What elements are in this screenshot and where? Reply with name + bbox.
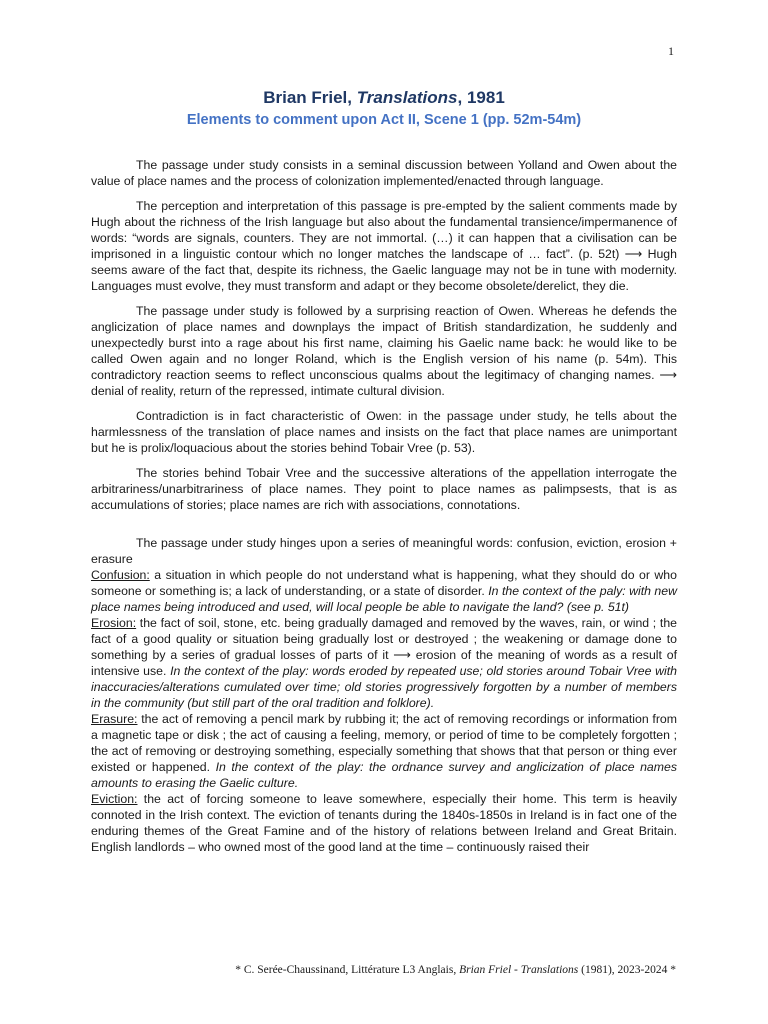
title-year: , 1981 — [457, 88, 505, 107]
footer-prefix: * C. Serée-Chaussinand, Littérature L3 Anglais, — [235, 964, 460, 976]
definition-erosion — [91, 615, 677, 711]
title-prefix: Brian Friel, — [263, 88, 357, 107]
footer-suffix: (1981), 2023-2024 * — [578, 964, 676, 976]
title-work: Translations — [356, 88, 458, 107]
term-erasure: Erasure: — [91, 712, 138, 726]
definition-context: In the context of the play: the ordnance survey and anglicization of place names amounts to erasing the Gaelic culture. — [91, 760, 678, 790]
term-confusion: Confusion: — [91, 568, 150, 582]
definition-text: a situation in which people do not understand what is happening, what they should do or who someone or something is; a lack of understanding, or a state of disorder. — [91, 568, 677, 598]
page-number: 1 — [668, 44, 674, 58]
definition-erasure — [91, 711, 677, 791]
paragraph-contradiction: Contradiction is in fact characteristic of Owen: in the passage under study, he tells about the harmlessness of the translation of place names and insists on the fact that place names are unimportant but he is prolix/loquacious about the stories behind Tobair Vree (p. 53). — [91, 409, 677, 455]
definition-eviction — [91, 791, 677, 855]
document-title — [0, 88, 768, 108]
definition-context: In the context of the play: words eroded by repeated use; old stories around Tobair Vree with inaccuracies/alterations cumulated over time; old stories progressively forgotten by a number of members in the community (but still part of the oral tradition and folklore). — [91, 664, 678, 710]
definition-text: the act of removing a pencil mark by rubbing it; the act of removing recordings or information from a magnetic tape or disk ; the act of causing a feeling, memory, or period of time to be completely forgotten ; the act of removing or destroying something, especially something that shows that that person or thing ever existed or happened. — [91, 712, 677, 774]
paragraph-hugh: The perception and interpretation of this passage is pre-empted by the salient comments made by Hugh about the richness of the Irish language but also about the fundamental transience/impermanence of words: “words are signals, counters. They are not immortal. (…) it can happen that a civilisation can be imprisoned in a linguistic contour which no longer matches the landscape of … fact”. (p. 52t) ⟶ Hugh seems aware of the fact that, despite its richness, the Gaelic language may not be in tune with modernity. Languages must evolve, they must transform and adapt or they become obsolete/derelict, they die. — [91, 199, 677, 293]
paragraph-owen-reaction: The passage under study is followed by a surprising reaction of Owen. Whereas he defends the anglicization of place names and downplays the impact of British standardization, he suddenly and unexpectedly burst into a rage about his first name, claiming his Gaelic name back: he would like to be called Owen again and no longer Roland, which is the English version of his name (p. 54m). This contradictory reaction seems to reflect unconscious qualms about the legitimacy of changing names. ⟶ denial of reality, return of the repressed, intimate cultural division. — [91, 304, 677, 398]
definition-text: the fact of soil, stone, etc. being gradually damaged and removed by the waves, rain, or wind ; the fact of a good quality or situation being gradually lost or destroyed ; the weakening or damage done to something by a series of gradual losses of parts of it ⟶ erosion of the meaning of words as a result of intensive use. — [91, 616, 677, 678]
keywords-intro: The passage under study hinges upon a series of meaningful words: confusion, eviction, erosion + erasure — [91, 536, 677, 566]
footer-work: Brian Friel - Translations — [459, 964, 579, 976]
definition-text: the act of forcing someone to leave somewhere, especially their home. This term is heavily connoted in the Irish context. The eviction of tenants during the 1840s-1850s in Ireland is in fact one of the enduring themes of the Great Famine and of the history of relations between Ireland and Great Britain. English landlords – who owned most of the good land at the time – continuously raised their — [91, 792, 677, 854]
paragraph-tobair-vree: The stories behind Tobair Vree and the successive alterations of the appellation interrogate the arbitrariness/unarbitrariness of place names. They point to place names as palimpsests, that is as accumulations of stories; place names are rich with associations, connotations. — [91, 466, 677, 512]
term-erosion: Erosion: — [91, 616, 137, 630]
page-footer — [0, 964, 676, 976]
definition-context: In the context of the paly: with new place names being introduced and used, will local people be able to navigate the land? (see p. 51t) — [91, 584, 677, 614]
document-body — [91, 157, 677, 855]
definition-confusion — [91, 567, 677, 615]
term-eviction: Eviction: — [91, 792, 138, 806]
paragraph-intro: The passage under study consists in a seminal discussion between Yolland and Owen about the value of place names and the process of colonization implemented/enacted through language. — [91, 158, 677, 188]
document-subtitle: Elements to comment upon Act II, Scene 1 (pp. 52m-54m) — [186, 112, 582, 128]
